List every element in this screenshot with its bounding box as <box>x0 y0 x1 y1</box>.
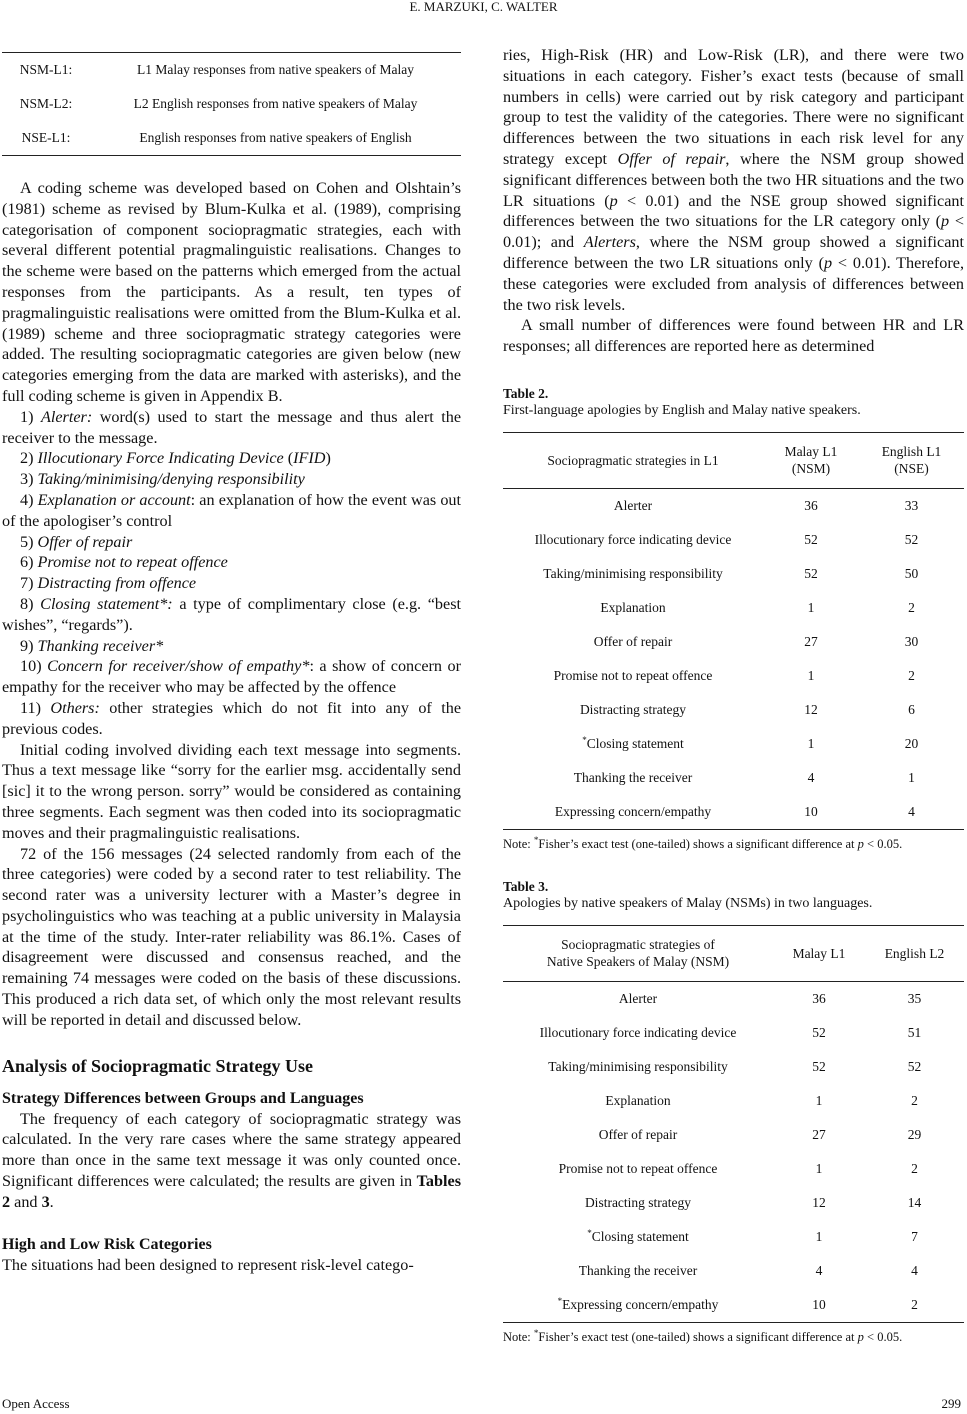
value-cell: 6 <box>908 701 915 717</box>
value-cell: 52 <box>812 1058 826 1074</box>
value-cell: 14 <box>907 1194 922 1210</box>
paragraph: A coding scheme was developed based on Cohen and Olshtain’s (1981) scheme as revised by Blum-Kulka et al. (1989), comprising categorisation of component sociopragmatic strategies, each with several different potential pragmalinguistic realisations. Changes to the scheme were based on the patterns which emerged from the actual responses from the participants. As a result, ten types of pragmalinguistic realisations were omitted from the Blum-Kulka et al. (1989) scheme and three sociopragmatic strategy categories were added. The resulting sociopragmatic categories are given below (new categories emerging from the data are marked with asterisks), and the full coding scheme is given in Appendix B. <box>2 179 461 405</box>
abbr-code: NSM-L2: <box>19 96 73 111</box>
strategy-label: Explanation <box>600 599 666 615</box>
abbr-desc: L2 English responses from native speakers of Malay <box>133 96 418 111</box>
paragraph: ries, High-Risk (HR) and Low-Risk (LR), and there were two situations in each category. Fisher’s exact tests (because of small numbers in cells) were carried out by risk category and participant group to test the validity of the categories. There were no significant differences between the two situations in each risk level for any strategy except Offer of repair, where the NSM group showed significant differences between both the two HR situations and the two LR situations (p < 0.01) and the NSE group showed significant differences between the two situations for the LR category only (p < 0.01); and Alerters, where the NSM group showed a significant difference between the two LR situations only (p < 0.01). Therefore, these categories were excluded from analysis of differences between the two risk levels. <box>503 46 965 314</box>
value-cell: 52 <box>904 531 919 547</box>
strategy-label: Closing statement <box>586 735 684 751</box>
section-heading: Analysis of Sociopragmatic Strategy Use <box>2 1055 313 1076</box>
value-cell: 12 <box>804 701 818 717</box>
table-body <box>503 488 964 829</box>
right-column <box>503 45 964 1345</box>
strategy-label: Distracting strategy <box>584 1194 692 1210</box>
table-row <box>503 981 964 1016</box>
value-cell: 1 <box>815 1228 823 1244</box>
table-2 <box>503 385 964 852</box>
table-row <box>503 761 964 795</box>
significance-marker: * <box>582 734 587 745</box>
table-row <box>503 557 964 591</box>
strategy-cell <box>503 557 763 591</box>
value-cell: 1 <box>807 667 815 683</box>
list-item: 11) Others: other strategies which do not fit into any of the previous codes. <box>2 698 462 738</box>
table-row <box>503 523 964 557</box>
strategy-cell <box>503 693 763 727</box>
table-row <box>503 795 964 830</box>
table-row <box>2 53 461 88</box>
table-caption: First-language apologies by English and Malay native speakers. <box>503 402 861 418</box>
value-cell: 52 <box>804 565 818 581</box>
strategy-label: Alerter <box>618 990 658 1006</box>
table-note: Note: *Fisher’s exact test (one-tailed) shows a significant difference at p < 0.05. <box>503 1327 903 1344</box>
strategy-cell <box>503 981 773 1016</box>
abbr-desc: L1 Malay responses from native speakers of Malay <box>136 62 415 77</box>
list-item: 4) Explanation or account: an explanation of how the event was out of the apologiser’s control <box>2 490 462 530</box>
value-cell: 36 <box>812 990 826 1006</box>
strategy-cell <box>503 625 763 659</box>
paragraph: 72 of the 156 messages (24 selected randomly from each of the three categories) were coded by a second rater to test reliability. The second rater was a university lecturer with a Master’s degree in psycholinguistics who was teaching at a public university in Malaysia at the time of the study. Inter-rater reliability was 86.1%. Cases of disagreement were discussed and consensus reached, and the remaining 74 messages were coded on the basis of these discussions. This produced a rich data set, of which only the most relevant results will be reported in detail and discussed below. <box>2 844 461 1029</box>
strategy-label: Promise not to repeat offence <box>553 667 713 683</box>
table-row <box>503 1254 964 1288</box>
value-cell: 36 <box>804 497 818 513</box>
strategy-label: Expressing concern/empathy <box>562 1296 719 1312</box>
value-cell: 1 <box>815 1160 823 1176</box>
significance-marker: * <box>587 1227 592 1238</box>
abbr-code: NSM-L1: <box>19 62 73 77</box>
value-cell: 2 <box>911 1296 918 1312</box>
table-title: Table 2. <box>503 385 549 401</box>
strategy-label: Explanation <box>605 1092 671 1108</box>
list-item: 1) Alerter: word(s) used to start the message and thus alert the receiver to the message. <box>2 407 462 447</box>
paragraph: A small number of differences were found between HR and LR responses; all differences are reported here as determined <box>503 316 964 356</box>
strategy-label: Expressing concern/empathy <box>554 803 712 819</box>
strategy-cell <box>503 1288 773 1323</box>
value-cell: 51 <box>907 1024 922 1040</box>
value-cell: 27 <box>804 633 818 649</box>
value-cell: 2 <box>908 599 915 615</box>
strategy-cell <box>503 1050 773 1084</box>
abbr-code: NSE-L1: <box>21 130 71 145</box>
significance-marker: * <box>557 1295 563 1306</box>
strategy-label: Illocutionary force indicating device <box>534 531 732 547</box>
table-row <box>2 121 461 156</box>
table-row <box>503 1084 964 1118</box>
running-head: E. MARZUKI, C. WALTER <box>409 0 558 14</box>
value-cell: 1 <box>815 1092 823 1108</box>
value-cell: 35 <box>907 990 922 1006</box>
subsection-heading: High and Low Risk Categories <box>2 1235 212 1253</box>
strategy-label: Thanking the receiver <box>573 769 693 785</box>
strategy-cell <box>503 488 763 523</box>
strategy-cell <box>503 1118 773 1152</box>
table-row <box>503 1288 964 1323</box>
strategy-list <box>2 407 461 740</box>
table-3 <box>503 878 964 1345</box>
table-row <box>503 727 964 761</box>
value-cell: 2 <box>911 1160 918 1176</box>
table-row <box>503 1118 964 1152</box>
page-number: 299 <box>941 1396 961 1411</box>
column-header: English L2 <box>865 925 964 981</box>
abbreviation-table <box>2 52 461 156</box>
table-caption: Apologies by native speakers of Malay (NSMs) in two languages. <box>503 895 873 911</box>
column-header: English L1 (NSE) <box>859 432 964 488</box>
table-row <box>503 591 964 625</box>
strategy-cell <box>503 1220 773 1254</box>
value-cell: 30 <box>904 633 919 649</box>
table-header-row <box>503 925 964 981</box>
strategy-label: Taking/minimising responsibility <box>543 565 723 581</box>
strategy-label: Taking/minimising responsibility <box>548 1058 728 1074</box>
strategy-cell <box>503 523 763 557</box>
strategy-label: Alerter <box>613 497 653 513</box>
value-cell: 4 <box>815 1262 823 1278</box>
value-cell: 4 <box>911 1262 918 1278</box>
value-cell: 52 <box>804 531 818 547</box>
value-cell: 4 <box>807 769 815 785</box>
strategy-label: Promise not to repeat offence <box>558 1160 718 1176</box>
value-cell: 1 <box>908 769 915 785</box>
subsection-heading: Strategy Differences between Groups and Languages <box>2 1089 364 1107</box>
list-item: 8) Closing statement*: a type of complimentary close (e.g. “best wishes”, “regards”). <box>2 594 462 634</box>
column-header: Sociopragmatic strategies of Native Speakers of Malay (NSM) <box>503 925 773 981</box>
value-cell: 1 <box>807 599 815 615</box>
table-body <box>503 981 964 1322</box>
table-row <box>2 87 461 121</box>
paragraph: Initial coding involved dividing each text message into segments. Thus a text message like “sorry for the earlier msg. accidentally send [sic] it to the wrong person. sorry” would be considered as containing three segments. Each segment was then coded into its sociopragmatic moves and their pragmalinguistic realisations. <box>2 740 461 842</box>
strategy-cell <box>503 1254 773 1288</box>
table-row <box>503 625 964 659</box>
value-cell: 7 <box>911 1228 918 1244</box>
footer-open-access: Open Access <box>2 1396 70 1411</box>
list-item: 3) Taking/minimising/denying responsibility <box>20 470 305 489</box>
strategy-cell <box>503 727 763 761</box>
table-row <box>503 1152 964 1186</box>
value-cell: 10 <box>812 1296 826 1312</box>
strategy-label: Illocutionary force indicating device <box>539 1024 737 1040</box>
value-cell: 1 <box>807 735 815 751</box>
value-cell: 12 <box>812 1194 826 1210</box>
strategy-cell <box>503 659 763 693</box>
value-cell: 52 <box>907 1058 922 1074</box>
value-cell: 33 <box>904 497 919 513</box>
strategy-cell <box>503 1084 773 1118</box>
paragraph: The frequency of each category of sociopragmatic strategy was calculated. In the very rare cases where the same strategy appeared more than once in the same text message it was only counted once. Significant differences were calculated; the results are given in Tables 2 and 3. <box>2 1109 461 1211</box>
left-column <box>2 52 461 1275</box>
table-title: Table 3. <box>503 878 549 894</box>
column-header: Sociopragmatic strategies in L1 <box>503 432 763 488</box>
value-cell: 4 <box>908 803 915 819</box>
data-table <box>503 925 964 1323</box>
strategy-cell <box>503 761 763 795</box>
strategy-cell <box>503 591 763 625</box>
table-header-row <box>503 432 964 488</box>
strategy-cell <box>503 1186 773 1220</box>
column-header: Malay L1 (NSM) <box>763 432 859 488</box>
table-row <box>503 693 964 727</box>
value-cell: 10 <box>804 803 818 819</box>
list-item: 5) Offer of repair <box>20 532 133 551</box>
strategy-cell <box>503 1016 773 1050</box>
table-row <box>503 659 964 693</box>
strategy-label: Closing statement <box>591 1228 689 1244</box>
column-header: Malay L1 <box>773 925 865 981</box>
table-row <box>503 1050 964 1084</box>
value-cell: 2 <box>908 667 915 683</box>
strategy-cell <box>503 795 763 830</box>
strategy-label: Thanking the receiver <box>578 1262 698 1278</box>
value-cell: 52 <box>812 1024 826 1040</box>
value-cell: 20 <box>904 735 919 751</box>
list-item: 10) Concern for receiver/show of empathy*: a show of concern or empathy for the receiver who may be affected by the offence <box>2 657 461 697</box>
strategy-label: Offer of repair <box>593 633 673 649</box>
strategy-label: Distracting strategy <box>579 701 687 717</box>
data-table <box>503 432 964 830</box>
list-item: 7) Distracting from offence <box>20 574 197 593</box>
value-cell: 27 <box>812 1126 826 1142</box>
list-item: 2) Illocutionary Force Indicating Device (IFID) <box>20 449 331 468</box>
strategy-cell <box>503 1152 773 1186</box>
paragraph: The situations had been designed to represent risk-level catego- <box>2 1255 414 1274</box>
list-item: 6) Promise not to repeat offence <box>20 553 228 572</box>
table-row <box>503 1220 964 1254</box>
table-row <box>503 1016 964 1050</box>
strategy-label: Offer of repair <box>598 1126 678 1142</box>
table-row <box>503 488 964 523</box>
abbr-desc: English responses from native speakers of English <box>139 130 412 145</box>
table-note: Note: *Fisher’s exact test (one-tailed) shows a significant difference at p < 0.05. <box>503 834 903 851</box>
list-item: 9) Thanking receiver* <box>20 636 164 655</box>
table-row <box>503 1186 964 1220</box>
value-cell: 2 <box>911 1092 918 1108</box>
value-cell: 50 <box>904 565 919 581</box>
value-cell: 29 <box>907 1126 922 1142</box>
